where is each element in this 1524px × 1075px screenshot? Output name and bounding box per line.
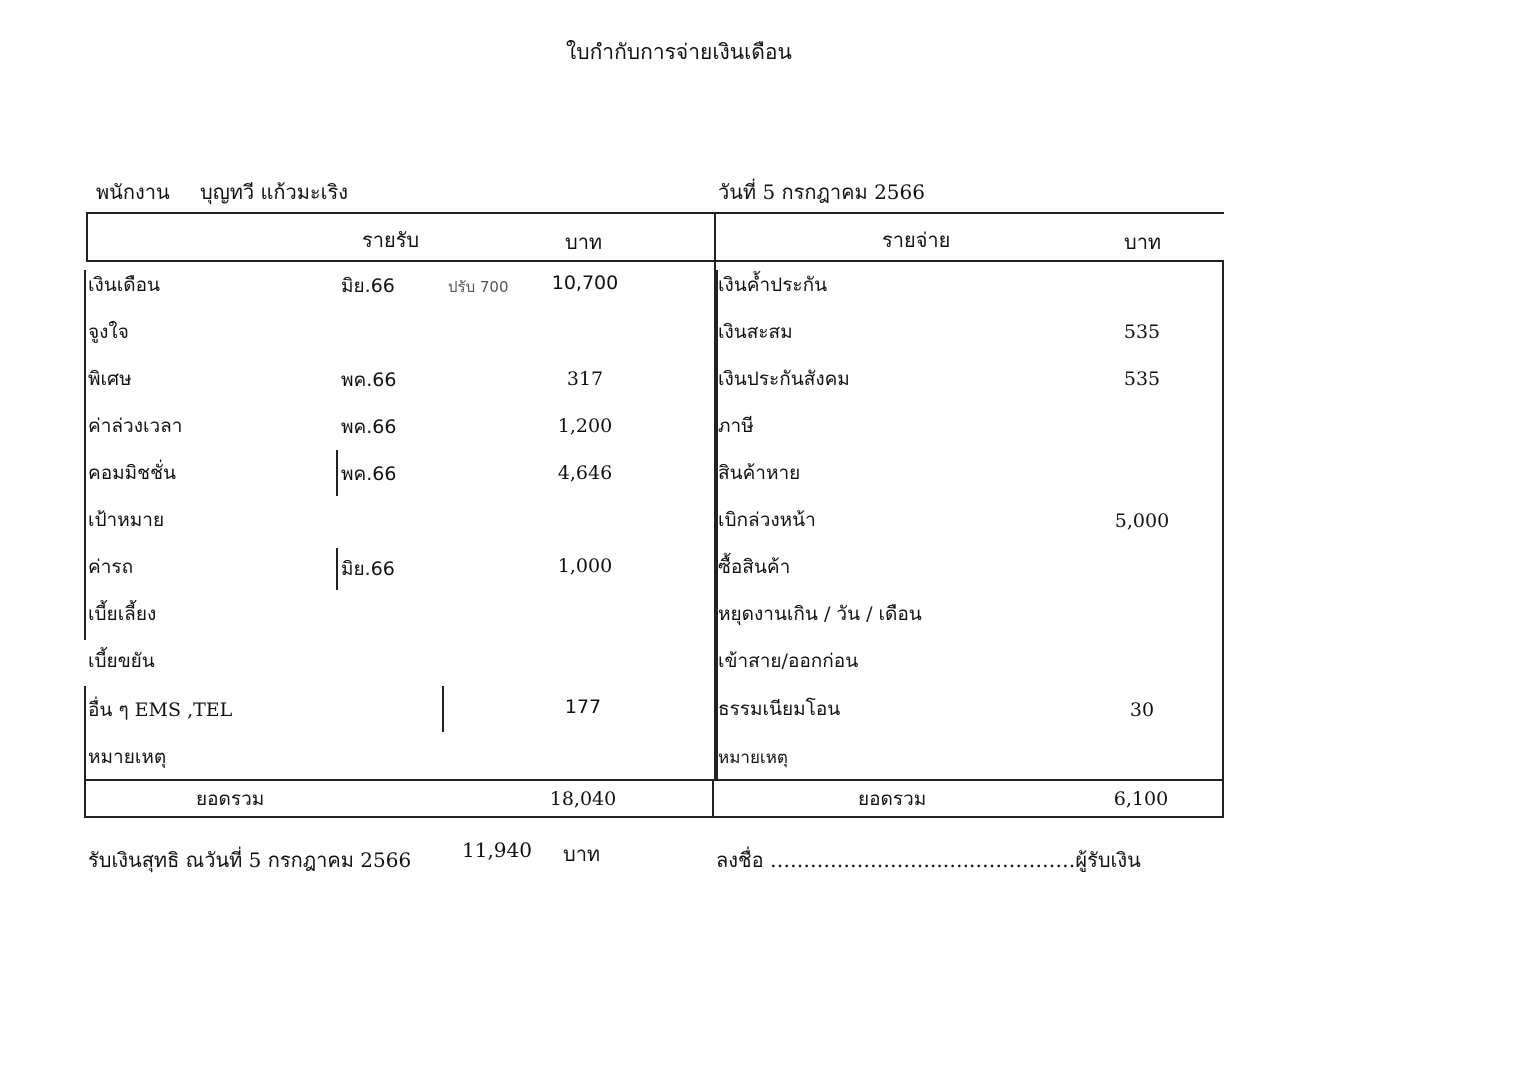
income-amount-other: 177	[564, 696, 602, 718]
deduction-total-label: ยอดรวม	[858, 788, 927, 810]
document-title: ใบกำกับการจ่ายเงินเดือน	[566, 40, 792, 64]
signature-line: ลงชื่อ ……………………..…..……………ผู้รับเงิน	[716, 848, 1141, 872]
income-note-salary: ปรับ 700	[448, 278, 509, 296]
tick-commission	[336, 450, 338, 496]
table-top-border	[86, 212, 1224, 214]
income-amount-car: 1,000	[557, 555, 613, 577]
deduction-label-transfer-fee: ธรรมเนียมโอน	[718, 698, 841, 720]
income-amount-special: 317	[566, 368, 604, 390]
table-bottom-border	[84, 816, 1224, 818]
net-pay-unit: บาท	[563, 842, 601, 866]
total-top-border	[84, 779, 1224, 781]
deduction-total: 6,100	[1113, 788, 1169, 810]
income-unit-header: บาท	[565, 230, 603, 254]
income-period-salary: มิย.66	[341, 275, 395, 297]
income-amount-commission: 4,646	[557, 462, 613, 484]
deduction-label-guarantee: เงินค้ำประกัน	[718, 274, 828, 296]
income-label-diligence: เบี้ยขยัน	[88, 650, 155, 672]
total-divider	[712, 779, 714, 817]
deduction-label-late: เข้าสาย/ออกก่อน	[718, 650, 859, 672]
deduction-label-lost-goods: สินค้าหาย	[718, 462, 801, 484]
deduction-header: รายจ่าย	[882, 228, 951, 252]
income-label-commission: คอมมิชชั่น	[88, 462, 176, 484]
income-total: 18,040	[549, 788, 617, 810]
deduction-amount-transfer-fee: 30	[1129, 699, 1155, 721]
deduction-unit-header: บาท	[1124, 230, 1162, 254]
deduction-label-absence: หยุดงานเกิน / วัน / เดือน	[718, 603, 922, 625]
income-period-commission: พค.66	[341, 463, 397, 485]
income-label-special: พิเศษ	[88, 368, 132, 390]
deduction-label-savings: เงินสะสม	[718, 321, 793, 343]
income-period-special: พค.66	[341, 369, 397, 391]
income-left-border-lower	[84, 686, 86, 780]
deduction-amount-savings: 535	[1123, 321, 1161, 343]
deduction-label-tax: ภาษี	[718, 415, 754, 437]
header-left-border	[86, 212, 88, 260]
tick-other	[442, 686, 444, 732]
deduction-label-advance: เบิกล่วงหน้า	[718, 509, 816, 531]
deduction-label-purchase: ซื้อสินค้า	[718, 556, 791, 578]
income-amount-salary: 10,700	[551, 272, 619, 294]
income-label-target: เป้าหมาย	[88, 509, 165, 531]
income-amount-overtime: 1,200	[557, 415, 613, 437]
income-label-remark: หมายเหตุ	[88, 746, 167, 768]
income-label-allowance: เบี้ยเลี้ยง	[88, 603, 157, 625]
income-label-car: ค่ารถ	[88, 556, 134, 578]
tick-car	[336, 548, 338, 590]
income-period-car: มิย.66	[341, 558, 395, 580]
deduction-label-social-security: เงินประกันสังคม	[718, 368, 850, 390]
net-pay-label: รับเงินสุทธิ ณวันที่ 5 กรกฎาคม 2566	[88, 848, 412, 872]
income-label-overtime: ค่าล่วงเวลา	[88, 415, 183, 437]
income-left-border-upper	[84, 270, 86, 640]
income-total-label: ยอดรวม	[196, 788, 265, 810]
income-label-other: อื่น ๆ EMS ,TEL	[88, 699, 233, 721]
income-label-salary: เงินเดือน	[88, 274, 160, 296]
deduction-amount-social-security: 535	[1123, 368, 1161, 390]
document-date: วันที่ 5 กรกฎาคม 2566	[718, 180, 925, 204]
deduction-label-remark: หมายเหตุ	[718, 748, 788, 768]
income-label-incentive: จูงใจ	[88, 321, 129, 343]
header-bottom-border	[86, 260, 1224, 262]
deduction-amount-advance: 5,000	[1114, 510, 1170, 532]
net-pay-amount: 11,940	[462, 838, 532, 862]
total-left-border	[84, 780, 86, 817]
income-header: รายรับ	[362, 228, 420, 252]
employee-name: บุญทวี แก้วมะเริง	[200, 180, 349, 204]
employee-label: พนักงาน	[96, 180, 170, 204]
income-period-overtime: พค.66	[341, 416, 397, 438]
table-right-border	[1222, 260, 1224, 817]
